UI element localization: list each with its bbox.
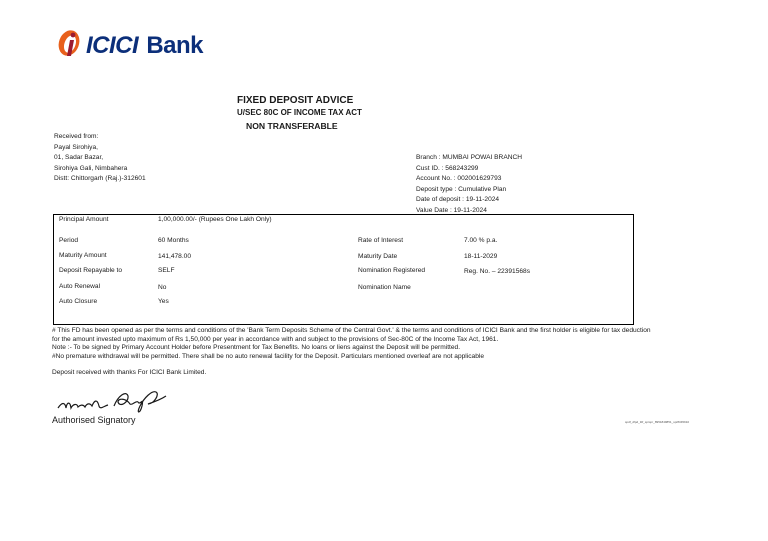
document-reference-code: spdf_dfpd_fdf_sprspr_8951849851_spr8345910 bbox=[625, 420, 690, 424]
principal-amount-value: 1,00,000.00/- (Rupees One Lakh Only) bbox=[158, 216, 272, 223]
auto-closure-value: Yes bbox=[158, 298, 169, 305]
principal-amount-label: Principal Amount bbox=[59, 216, 109, 223]
address-line-1: 01, Sadar Bazar, bbox=[54, 154, 104, 161]
logo-brand-text: ICICI bbox=[86, 32, 139, 59]
date-of-deposit: Date of deposit : 19-11-2024 bbox=[416, 196, 500, 203]
customer-id: Cust ID. : 568243299 bbox=[416, 164, 479, 172]
document-subtitle: U/SEC 80C OF INCOME TAX ACT bbox=[237, 108, 362, 117]
auto-closure-label: Auto Closure bbox=[59, 298, 98, 305]
document-title: FIXED DEPOSIT ADVICE bbox=[237, 95, 354, 106]
rate-of-interest-value: 7.00 % p.a. bbox=[464, 237, 498, 244]
handwritten-signature bbox=[56, 384, 176, 416]
value-date: Value Date : 19-11-2024 bbox=[416, 206, 487, 214]
terms-notes bbox=[52, 327, 651, 361]
nomination-registered-label: Nomination Registered bbox=[358, 267, 426, 274]
logo-bank-text: Bank bbox=[146, 32, 204, 59]
icici-emblem-icon bbox=[56, 26, 86, 66]
period-value: 60 Months bbox=[158, 237, 189, 244]
branch-name: Branch : MUMBAI POWAI BRANCH bbox=[416, 154, 523, 161]
customer-name: Payal Sirohiya, bbox=[54, 143, 98, 151]
deposit-repayable-value: SELF bbox=[158, 267, 175, 274]
maturity-amount-value: 141,478.00 bbox=[158, 253, 192, 260]
icici-bank-logo bbox=[56, 26, 246, 66]
address-line-2: Sirohiya Gali, Nimbahera bbox=[54, 164, 128, 172]
deposit-type: Deposit type : Cumulative Plan bbox=[416, 185, 507, 193]
thanks-line: Deposit received with thanks For ICICI Bank Limited. bbox=[52, 369, 207, 376]
address-line-3: Distt: Chittorgarh (Raj.)-312601 bbox=[54, 175, 146, 182]
maturity-amount-label: Maturity Amount bbox=[59, 252, 107, 259]
note-line: # This FD has been opened as per the terms and conditions of the 'Bank Term Deposits Scheme of the Central Govt.' & the terms and conditions of ICICI Bank and the first holder is eligible for tax deduction bbox=[52, 327, 651, 334]
auto-renewal-value: No bbox=[158, 284, 167, 291]
rate-of-interest-label: Rate of Interest bbox=[358, 237, 404, 244]
deposit-repayable-label: Deposit Repayable to bbox=[59, 267, 123, 274]
auto-renewal-label: Auto Renewal bbox=[59, 283, 101, 290]
maturity-date-value: 18-11-2029 bbox=[464, 253, 498, 260]
authorised-signatory-label: Authorised Signatory bbox=[52, 415, 136, 425]
period-label: Period bbox=[59, 237, 79, 244]
branch-info-block bbox=[416, 153, 522, 216]
note-line: for the amount invested upto maximum of Rs 1,50,000 per year in accordance with and subject to the provisions of Sec-80C of the Income Tax Act, 1961. bbox=[52, 335, 499, 343]
note-line: Note :- To be signed by Primary Account Holder before Presentment for Tax Benefits. No loans or liens against the Deposit will be permitted. bbox=[52, 344, 461, 351]
non-transferable-label: NON TRANSFERABLE bbox=[246, 121, 338, 131]
account-number: Account No. : 002001629793 bbox=[416, 175, 502, 182]
nomination-name-label: Nomination Name bbox=[358, 284, 411, 291]
note-line: #No premature withdrawal will be permitted. There shall be no auto renewal facility for the Deposit. Particulars mentioned overleaf are not applicable bbox=[52, 352, 484, 360]
logo-wordmark bbox=[86, 32, 203, 60]
received-from-label: Received from: bbox=[54, 133, 99, 140]
nomination-registered-value: Reg. No. – 22391568s bbox=[464, 268, 530, 275]
deposit-details-box bbox=[53, 214, 634, 325]
maturity-date-label: Maturity Date bbox=[358, 253, 398, 260]
received-from-block bbox=[54, 132, 146, 185]
